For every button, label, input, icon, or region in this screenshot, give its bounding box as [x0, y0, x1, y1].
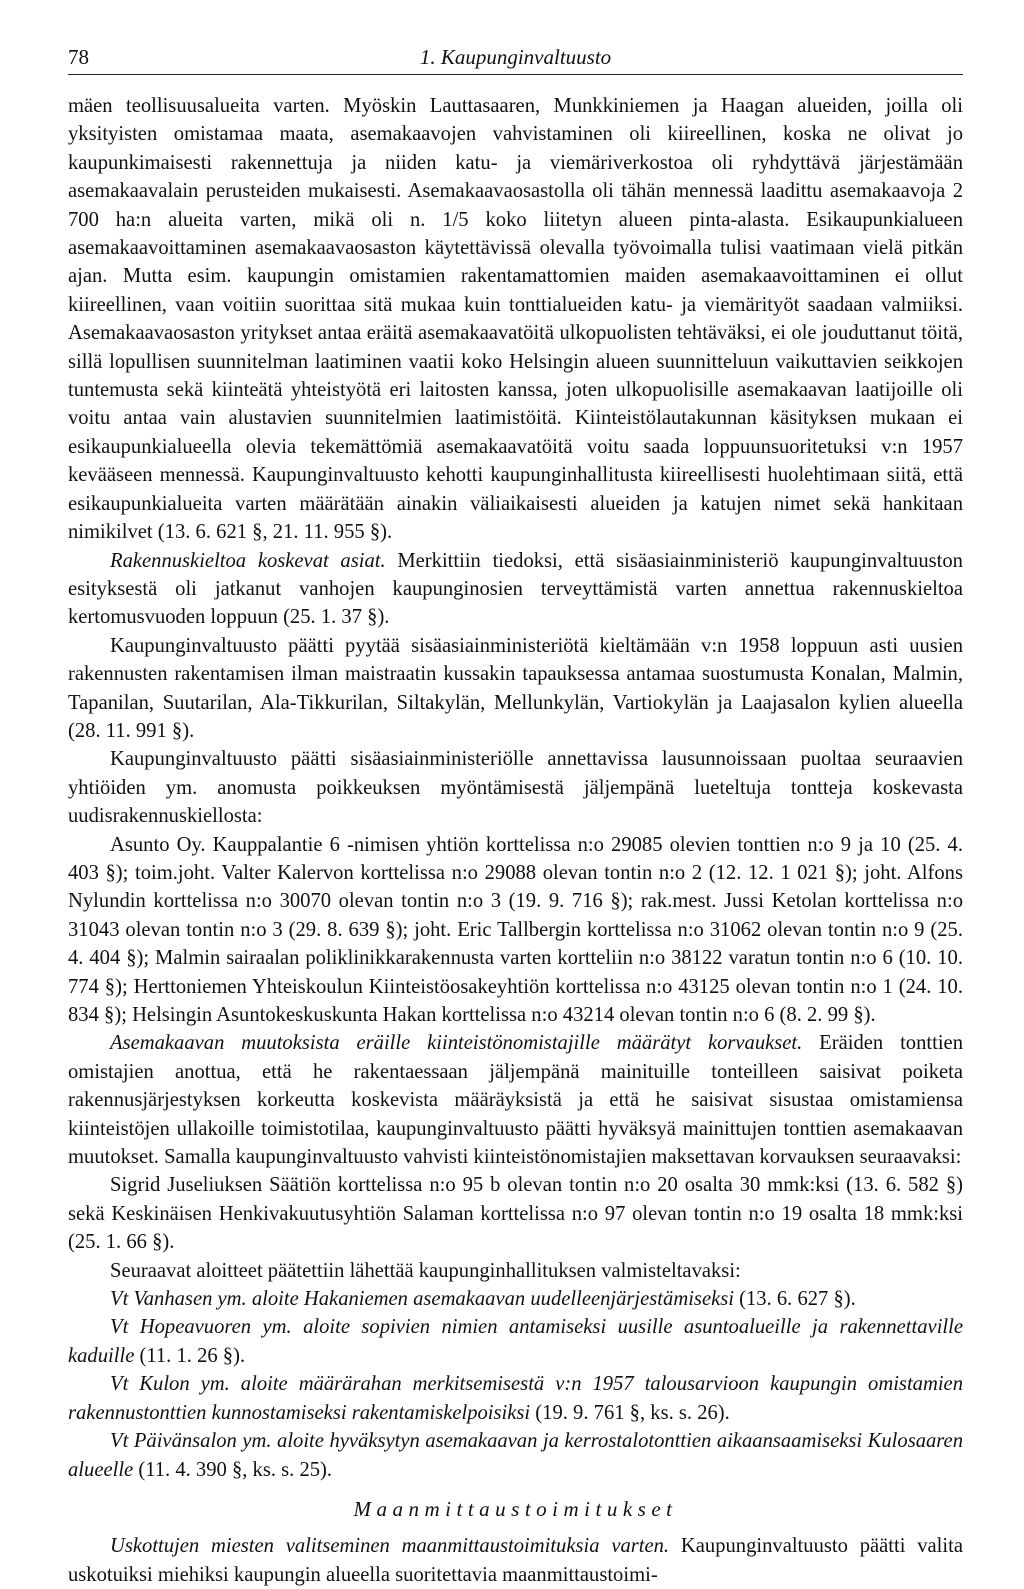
text-run: (11. 4. 390 §, ks. s. 25). — [133, 1458, 333, 1481]
paragraph-list — [68, 92, 963, 1484]
italic-text: Vt Hopeavuoren ym. aloite sopivien nimien antamiseksi uusille asuntoalueille ja rakennettaville kaduille — [68, 1316, 963, 1367]
paragraph — [68, 92, 963, 547]
text-run: Asunto Oy. Kauppalantie 6 -nimisen yhtiön korttelissa n:o 29085 olevien tonttien n:o 9 ja 10 (25. 4. 403 §); toim.joht. Valter Kalervon korttelissa n:o 29088 olevan tontin n:o 2 (12. 12. 1 021 §); joht. Alfons Nylundin korttelissa n:o 30070 olevan tontin n:o 3 (19. 9. 716 §); rak.mest. Jussi Ketolan korttelissa n:o 31043 olevan tontin n:o 3 (29. 8. 639 §); joht. Eric Tallbergin korttelissa n:o 31062 olevan tontin n:o 9 (25. 4. 404 §); Malmin sairaalan poliklinikkarakennusta varten kortteliin n:o 38122 varatun tontin n:o 6 (10. 10. 774 §); Herttoniemen Yhteiskoulun Kiinteistöosakeyhtiön korttelissa n:o 43125 olevan tontin n:o 1 (24. 10. 834 §); Helsingin Asuntokeskuskunta Hakan korttelissa n:o 43214 olevan tontin n:o 6 (8. 2. 99 §). — [68, 833, 963, 1026]
paragraph — [68, 547, 963, 632]
text-run: (19. 9. 761 §, ks. s. 26). — [530, 1401, 730, 1424]
final-paragraph — [68, 1532, 963, 1589]
italic-text: Vt Vanhasen ym. aloite Hakaniemen asemakaavan uudelleenjärjestämiseksi — [110, 1288, 734, 1311]
italic-text: Rakennuskieltoa koskevat asiat. — [110, 549, 386, 572]
section-heading: Maanmittaustoimitukset — [353, 1496, 678, 1521]
page-number: 78 — [68, 45, 89, 69]
page-header — [68, 0, 963, 76]
paragraph — [68, 1370, 963, 1427]
paragraph — [68, 1427, 963, 1484]
final-paragraph-container — [68, 1532, 963, 1589]
paragraph — [68, 1285, 963, 1313]
text-run: Sigrid Juseliuksen Säätiön korttelissa n:o 95 b olevan tontin n:o 20 osalta 30 mmk:ksi (13. 6. 582 §) sekä Keskinäisen Henkivakuutusyhtiön Salaman korttelissa n:o 97 olevan tontin n:o 19 osalta 18 mmk:ksi (25. 1. 66 §). — [68, 1174, 963, 1254]
text-run: Kaupunginvaltuusto päätti valita uskotuiksi miehiksi kaupungin alueella suoritettavia maanmittaustoimi- — [68, 1535, 963, 1586]
paragraph — [68, 632, 963, 746]
text-run: mäen teollisuusalueita varten. Myöskin Lauttasaaren, Munkkiniemen ja Haagan alueiden, joilla oli yksityisten omistamaa maata, asemakaavojen vahvistaminen oli kiireellinen, koska ne olivat jo kaupunkimaisesti rakennettuja ja niiden katu- ja viemäriverkostoa oli ryhdyttävä järjestämään asemakaavalain perusteiden mukaisesti. Asemakaavaosastolla oli tähän mennessä laadittu asemakaavoja 2 700 ha:n alueita varten, mikä oli n. 1/5 koko liitetyn alueen pinta-alasta. Esikaupunkialueen asemakaavoittaminen asemakaavaosaston käytettävissä olevalla työvoimalla tulisi vaatimaan vielä pitkän ajan. Mutta esim. kaupungin omistamien rakentamattomien maiden asemakaavoittaminen ei ollut kiireellinen, vaan voitiin suorittaa sitä mukaa kuin tonttialueiden katu- ja viemärityöt saadaan valmiiksi. Asemakaavaosaston yritykset antaa eräitä asemakaavatöitä ulkopuolisten tehtäväksi, ei ole jouduttanut töitä, sillä lopullisen suunnitelman laatiminen vaatii koko Helsingin alueen suunnitteluun vaikuttavien seikkojen tuntemusta sekä kiinteätä yhteistyötä eri laitosten kanssa, joten ulkopuolisille asemakaavan laatijoille oli voitu antaa vain alustavien suunnitelmien laatimistöitä. Kiinteistölautakunnan käsityksen mukaan ei esikaupunkialueella olevia tekemättömiä asemakaavatöitä voitu saada loppuunsuoritetuksi v:n 1957 kevääseen mennessä. Kaupunginvaltuusto kehotti kaupunginhallitusta kiireellisesti huolehtimaan siitä, että esikaupunkialueita varten määrätään ainakin väliaikaisesti alueiden ja katujen nimet sekä hankitaan nimikilvet (13. 6. 621 §, 21. 11. 955 §). — [68, 95, 963, 544]
italic-text: Vt Kulon ym. aloite määrärahan merkitsemisestä v:n 1957 talousarvioon kaupungin omistamien rakennustonttien kunnostamiseksi rakentamiskelpoisiksi — [68, 1373, 963, 1424]
paragraph — [68, 1171, 963, 1256]
document-page — [68, 0, 963, 1589]
body-text — [68, 92, 963, 1589]
text-run: (13. 6. 627 §). — [733, 1288, 856, 1311]
header-rule — [68, 74, 963, 75]
text-run: Merkittiin tiedoksi, että sisäasiainministeriö kaupunginvaltuuston esityksestä oli jatkanut vanhojen kaupunginosien terveyttämistä varten annettua rakennuskieltoa kertomusvuoden loppuun (25. 1. 37 §). — [68, 549, 963, 629]
paragraph — [68, 1257, 963, 1285]
text-run: Kaupunginvaltuusto päätti sisäasiainministeriölle annettavissa lausunnoissaan puoltaa seuraavien yhtiöiden ym. anomusta poikkeuksen myöntämisestä jäljempänä lueteltuja tontteja koskevasta uudisrakennuskiellosta: — [68, 748, 963, 828]
text-run: Seuraavat aloitteet päätettiin lähettää kaupunginhallituksen valmisteltavaksi: — [110, 1259, 741, 1282]
paragraph — [68, 745, 963, 830]
text-run: Kaupunginvaltuusto päätti pyytää sisäasiainministeriötä kieltämään v:n 1958 loppuun asti uusien rakennusten rakentamisen ilman maistraatin kussakin tapauksessa antamaa suostumusta Konalan, Malmin, Tapanilan, Suutarilan, Ala-Tikkurilan, Siltakylän, Mellunkylän, Vartiokylän ja Laajasalon kylien alueella (28. 11. 991 §). — [68, 634, 963, 742]
paragraph — [68, 1313, 963, 1370]
paragraph — [68, 1029, 963, 1171]
italic-text: Uskottujen miesten valitseminen maanmittaustoimituksia varten. — [110, 1535, 670, 1558]
italic-text: Asemakaavan muutoksista eräille kiinteistönomistajille määrätyt korvaukset. — [110, 1032, 803, 1055]
text-run: Eräiden tonttien omistajien anottua, että he rakentaessaan jäljempänä mainituille tonteilleen saisivat poiketa rakennusjärjestyksen korkeutta koskevista määräyksistä ja että he saisivat sisustaa omistamiensa kiinteistöjen ullakoille toimistotilaa, kaupunginvaltuusto päätti hyväksyä mainittujen tonttien asemakaavan muutokset. Samalla kaupunginvaltuusto vahvisti kiinteistönomistajien maksettavan korvauksen seuraavaksi: — [68, 1032, 963, 1169]
text-run: (11. 1. 26 §). — [134, 1344, 246, 1367]
italic-text: Vt Päivänsalon ym. aloite hyväksytyn asemakaavan ja kerrostalotonttien aikaansaamiseksi Kulosaaren alueelle — [68, 1430, 963, 1481]
paragraph — [68, 831, 963, 1030]
running-title: 1. Kaupunginvaltuusto — [419, 45, 612, 69]
